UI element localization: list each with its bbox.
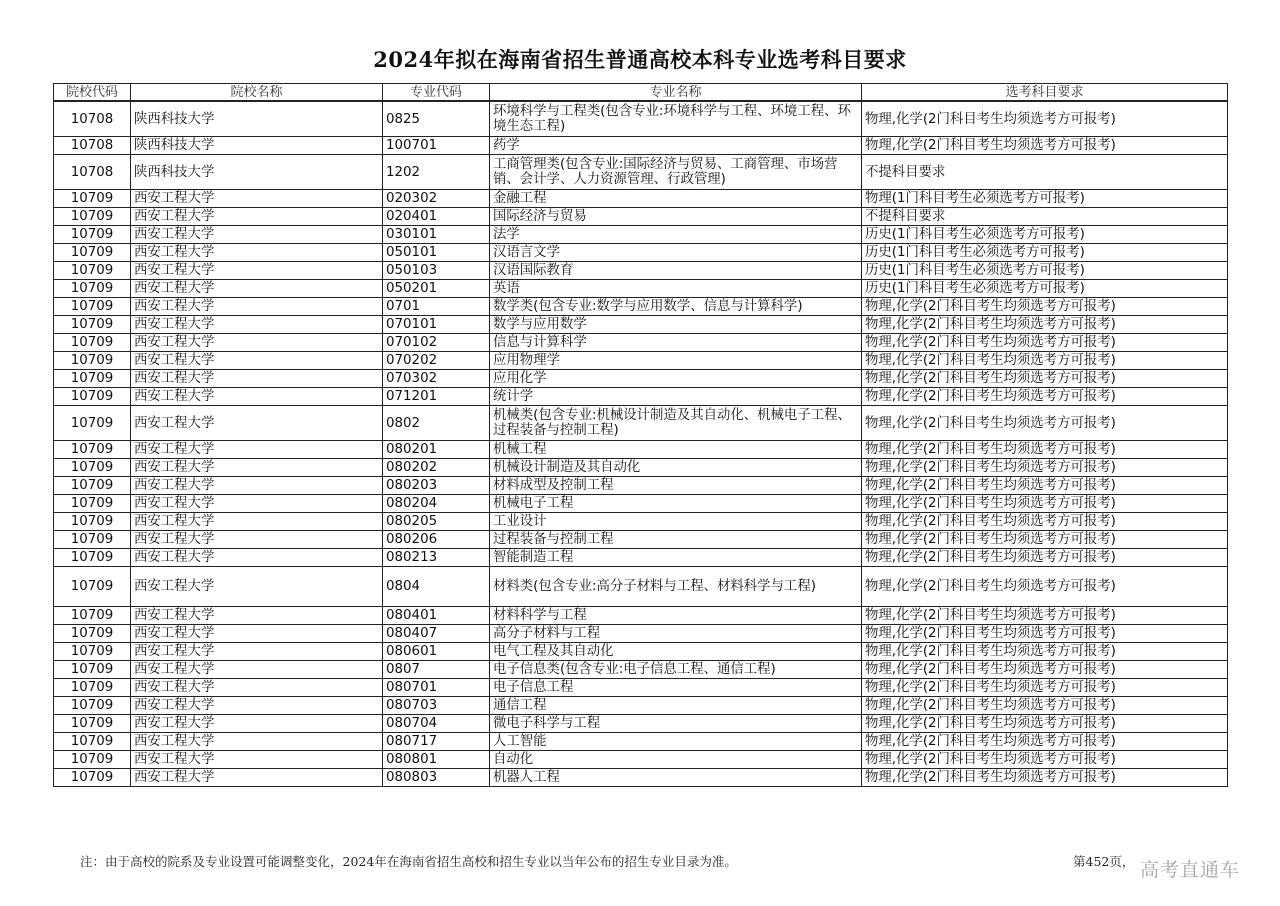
major-name-cell: 通信工程 — [490, 697, 862, 715]
school-name-cell: 西安工程大学 — [131, 477, 383, 495]
school-code-cell: 10709 — [54, 495, 131, 513]
school-name-cell: 西安工程大学 — [131, 643, 383, 661]
table-row — [54, 715, 1228, 733]
table-row — [54, 513, 1228, 531]
major-code-cell: 080601 — [383, 643, 490, 661]
major-name-cell: 电气工程及其自动化 — [490, 643, 862, 661]
school-code-cell: 10709 — [54, 334, 131, 352]
school-name-cell: 西安工程大学 — [131, 316, 383, 334]
school-code-cell: 10709 — [54, 625, 131, 643]
major-code-cell: 0804 — [383, 567, 490, 607]
subject-requirement-cell: 物理,化学(2门科目考生均须选考方可报考) — [862, 643, 1228, 661]
subject-requirement-cell: 物理,化学(2门科目考生均须选考方可报考) — [862, 388, 1228, 406]
school-name-cell: 陕西科技大学 — [131, 137, 383, 155]
table-row — [54, 370, 1228, 388]
school-name-cell: 西安工程大学 — [131, 388, 383, 406]
major-name-cell: 材料成型及控制工程 — [490, 477, 862, 495]
major-name-cell: 机械工程 — [490, 441, 862, 459]
major-code-cell: 080407 — [383, 625, 490, 643]
subject-requirement-cell: 物理,化学(2门科目考生均须选考方可报考) — [862, 316, 1228, 334]
major-name-cell: 统计学 — [490, 388, 862, 406]
major-code-cell: 080704 — [383, 715, 490, 733]
major-name-cell: 自动化 — [490, 751, 862, 769]
major-code-cell: 080703 — [383, 697, 490, 715]
school-name-cell: 西安工程大学 — [131, 625, 383, 643]
school-name-cell: 西安工程大学 — [131, 715, 383, 733]
subject-requirement-cell: 物理,化学(2门科目考生均须选考方可报考) — [862, 101, 1228, 137]
subject-requirement-cell: 历史(1门科目考生必须选考方可报考) — [862, 244, 1228, 262]
table-row — [54, 697, 1228, 715]
school-code-cell: 10709 — [54, 244, 131, 262]
school-name-cell: 西安工程大学 — [131, 733, 383, 751]
subject-requirement-cell: 物理,化学(2门科目考生均须选考方可报考) — [862, 441, 1228, 459]
table-row — [54, 137, 1228, 155]
major-name-cell: 电子信息工程 — [490, 679, 862, 697]
table-row — [54, 661, 1228, 679]
school-name-cell: 西安工程大学 — [131, 567, 383, 607]
subject-requirement-cell: 物理,化学(2门科目考生均须选考方可报考) — [862, 495, 1228, 513]
subject-requirement-cell: 物理,化学(2门科目考生均须选考方可报考) — [862, 769, 1228, 787]
school-code-cell: 10709 — [54, 280, 131, 298]
school-name-cell: 西安工程大学 — [131, 513, 383, 531]
major-code-cell: 030101 — [383, 226, 490, 244]
subject-requirement-cell: 物理,化学(2门科目考生均须选考方可报考) — [862, 298, 1228, 316]
subject-requirement-cell: 物理,化学(2门科目考生均须选考方可报考) — [862, 567, 1228, 607]
subject-requirement-cell: 历史(1门科目考生必须选考方可报考) — [862, 226, 1228, 244]
subject-requirement-cell: 物理,化学(2门科目考生均须选考方可报考) — [862, 751, 1228, 769]
school-code-cell: 10709 — [54, 697, 131, 715]
table-row — [54, 733, 1228, 751]
major-name-cell: 汉语国际教育 — [490, 262, 862, 280]
school-name-cell: 西安工程大学 — [131, 208, 383, 226]
subject-requirement-cell: 物理,化学(2门科目考生均须选考方可报考) — [862, 697, 1228, 715]
watermark: 高考直通车 — [1140, 859, 1241, 881]
subject-requirement-cell: 历史(1门科目考生必须选考方可报考) — [862, 280, 1228, 298]
major-code-cell: 1202 — [383, 155, 490, 190]
subject-requirement-cell: 物理,化学(2门科目考生均须选考方可报考) — [862, 531, 1228, 549]
table-row — [54, 549, 1228, 567]
major-code-cell: 070101 — [383, 316, 490, 334]
school-code-cell: 10709 — [54, 208, 131, 226]
major-name-cell: 机械设计制造及其自动化 — [490, 459, 862, 477]
subject-requirement-cell: 物理,化学(2门科目考生均须选考方可报考) — [862, 607, 1228, 625]
subject-requirement-cell: 物理,化学(2门科目考生均须选考方可报考) — [862, 625, 1228, 643]
major-name-cell: 应用物理学 — [490, 352, 862, 370]
school-code-cell: 10709 — [54, 388, 131, 406]
major-code-cell: 070202 — [383, 352, 490, 370]
major-code-cell: 020302 — [383, 190, 490, 208]
school-code-cell: 10709 — [54, 661, 131, 679]
major-name-cell: 国际经济与贸易 — [490, 208, 862, 226]
table-row — [54, 388, 1228, 406]
school-code-cell: 10709 — [54, 298, 131, 316]
subject-requirement-cell: 物理,化学(2门科目考生均须选考方可报考) — [862, 715, 1228, 733]
major-code-cell: 080213 — [383, 549, 490, 567]
school-name-cell: 西安工程大学 — [131, 406, 383, 441]
major-code-cell: 070102 — [383, 334, 490, 352]
school-code-cell: 10709 — [54, 226, 131, 244]
major-code-cell: 080801 — [383, 751, 490, 769]
major-code-cell: 050103 — [383, 262, 490, 280]
major-code-cell: 0701 — [383, 298, 490, 316]
school-code-cell: 10709 — [54, 352, 131, 370]
major-code-cell: 080201 — [383, 441, 490, 459]
school-code-cell: 10709 — [54, 477, 131, 495]
subject-requirement-cell: 物理(1门科目考生必须选考方可报考) — [862, 190, 1228, 208]
major-name-cell: 电子信息类(包含专业:电子信息工程、通信工程) — [490, 661, 862, 679]
school-name-cell: 西安工程大学 — [131, 697, 383, 715]
school-name-cell: 西安工程大学 — [131, 190, 383, 208]
table-row — [54, 769, 1228, 787]
major-code-cell: 080206 — [383, 531, 490, 549]
major-code-cell: 0802 — [383, 406, 490, 441]
school-code-cell: 10709 — [54, 607, 131, 625]
major-code-cell: 050201 — [383, 280, 490, 298]
table-row — [54, 441, 1228, 459]
header-school-name: 院校名称 — [131, 84, 383, 102]
subject-requirement-cell: 物理,化学(2门科目考生均须选考方可报考) — [862, 370, 1228, 388]
school-code-cell: 10709 — [54, 406, 131, 441]
table-body — [54, 101, 1228, 787]
school-code-cell: 10709 — [54, 441, 131, 459]
major-name-cell: 材料科学与工程 — [490, 607, 862, 625]
major-name-cell: 环境科学与工程类(包含专业:环境科学与工程、环境工程、环境生态工程) — [490, 101, 862, 137]
major-name-cell: 汉语言文学 — [490, 244, 862, 262]
school-code-cell: 10708 — [54, 155, 131, 190]
header-major-code: 专业代码 — [383, 84, 490, 102]
school-name-cell: 西安工程大学 — [131, 661, 383, 679]
school-name-cell: 西安工程大学 — [131, 298, 383, 316]
header-major-name: 专业名称 — [490, 84, 862, 102]
school-code-cell: 10709 — [54, 190, 131, 208]
subject-requirement-cell: 物理,化学(2门科目考生均须选考方可报考) — [862, 733, 1228, 751]
major-name-cell: 机械电子工程 — [490, 495, 862, 513]
major-name-cell: 信息与计算科学 — [490, 334, 862, 352]
school-name-cell: 西安工程大学 — [131, 679, 383, 697]
major-code-cell: 050101 — [383, 244, 490, 262]
major-name-cell: 机械类(包含专业:机械设计制造及其自动化、机械电子工程、过程装备与控制工程) — [490, 406, 862, 441]
school-name-cell: 陕西科技大学 — [131, 101, 383, 137]
school-code-cell: 10709 — [54, 679, 131, 697]
major-code-cell: 071201 — [383, 388, 490, 406]
major-name-cell: 英语 — [490, 280, 862, 298]
subject-requirement-cell: 物理,化学(2门科目考生均须选考方可报考) — [862, 679, 1228, 697]
major-name-cell: 工业设计 — [490, 513, 862, 531]
subject-requirement-cell: 物理,化学(2门科目考生均须选考方可报考) — [862, 459, 1228, 477]
school-name-cell: 西安工程大学 — [131, 280, 383, 298]
school-code-cell: 10709 — [54, 733, 131, 751]
major-code-cell: 020401 — [383, 208, 490, 226]
table-row — [54, 567, 1228, 607]
footer-note: 注：由于高校的院系及专业设置可能调整变化，2024年在海南省招生高校和招生专业以当年公布的招生专业目录为准。 — [80, 854, 737, 869]
school-code-cell: 10709 — [54, 262, 131, 280]
school-name-cell: 陕西科技大学 — [131, 155, 383, 190]
table-row — [54, 495, 1228, 513]
major-code-cell: 080202 — [383, 459, 490, 477]
subject-requirement-cell: 不提科目要求 — [862, 208, 1228, 226]
major-code-cell: 080701 — [383, 679, 490, 697]
major-code-cell: 080203 — [383, 477, 490, 495]
major-code-cell: 080205 — [383, 513, 490, 531]
major-code-cell: 080717 — [383, 733, 490, 751]
table-row — [54, 406, 1228, 441]
major-name-cell: 微电子科学与工程 — [490, 715, 862, 733]
school-code-cell: 10709 — [54, 316, 131, 334]
table-row — [54, 298, 1228, 316]
school-code-cell: 10709 — [54, 567, 131, 607]
major-name-cell: 应用化学 — [490, 370, 862, 388]
table-row — [54, 607, 1228, 625]
major-name-cell: 工商管理类(包含专业:国际经济与贸易、工商管理、市场营销、会计学、人力资源管理、行政管理) — [490, 155, 862, 190]
school-name-cell: 西安工程大学 — [131, 334, 383, 352]
school-name-cell: 西安工程大学 — [131, 370, 383, 388]
table-row — [54, 101, 1228, 137]
table-row — [54, 679, 1228, 697]
school-code-cell: 10708 — [54, 101, 131, 137]
major-name-cell: 人工智能 — [490, 733, 862, 751]
major-name-cell: 法学 — [490, 226, 862, 244]
table-row — [54, 208, 1228, 226]
subject-requirement-cell: 物理,化学(2门科目考生均须选考方可报考) — [862, 549, 1228, 567]
school-name-cell: 西安工程大学 — [131, 352, 383, 370]
major-name-cell: 数学类(包含专业:数学与应用数学、信息与计算科学) — [490, 298, 862, 316]
school-name-cell: 西安工程大学 — [131, 244, 383, 262]
major-name-cell: 材料类(包含专业:高分子材料与工程、材料科学与工程) — [490, 567, 862, 607]
table-row — [54, 262, 1228, 280]
school-code-cell: 10709 — [54, 370, 131, 388]
major-name-cell: 智能制造工程 — [490, 549, 862, 567]
school-code-cell: 10709 — [54, 459, 131, 477]
school-name-cell: 西安工程大学 — [131, 226, 383, 244]
table-row — [54, 643, 1228, 661]
school-code-cell: 10709 — [54, 513, 131, 531]
table-header-row — [54, 84, 1228, 102]
school-name-cell: 西安工程大学 — [131, 549, 383, 567]
school-name-cell: 西安工程大学 — [131, 607, 383, 625]
school-code-cell: 10709 — [54, 751, 131, 769]
major-code-cell: 100701 — [383, 137, 490, 155]
header-subject-requirement: 选考科目要求 — [862, 84, 1228, 102]
major-name-cell: 过程装备与控制工程 — [490, 531, 862, 549]
subject-requirement-cell: 物理,化学(2门科目考生均须选考方可报考) — [862, 352, 1228, 370]
table-row — [54, 316, 1228, 334]
school-code-cell: 10709 — [54, 531, 131, 549]
major-code-cell: 080401 — [383, 607, 490, 625]
school-code-cell: 10709 — [54, 715, 131, 733]
subject-requirement-cell: 历史(1门科目考生必须选考方可报考) — [862, 262, 1228, 280]
school-name-cell: 西安工程大学 — [131, 751, 383, 769]
major-code-cell: 080803 — [383, 769, 490, 787]
major-name-cell: 金融工程 — [490, 190, 862, 208]
subject-requirement-cell: 不提科目要求 — [862, 155, 1228, 190]
table-row — [54, 334, 1228, 352]
table-row — [54, 751, 1228, 769]
table-row — [54, 625, 1228, 643]
subject-requirement-cell: 物理,化学(2门科目考生均须选考方可报考) — [862, 137, 1228, 155]
subject-requirement-cell: 物理,化学(2门科目考生均须选考方可报考) — [862, 477, 1228, 495]
table-row — [54, 155, 1228, 190]
table-row — [54, 477, 1228, 495]
school-name-cell: 西安工程大学 — [131, 262, 383, 280]
table-row — [54, 244, 1228, 262]
major-name-cell: 药学 — [490, 137, 862, 155]
school-name-cell: 西安工程大学 — [131, 459, 383, 477]
school-code-cell: 10709 — [54, 643, 131, 661]
table-row — [54, 226, 1228, 244]
major-code-cell: 080204 — [383, 495, 490, 513]
major-code-cell: 070302 — [383, 370, 490, 388]
table-row — [54, 352, 1228, 370]
school-name-cell: 西安工程大学 — [131, 531, 383, 549]
school-code-cell: 10709 — [54, 769, 131, 787]
requirements-table — [53, 83, 1228, 787]
school-code-cell: 10709 — [54, 549, 131, 567]
major-name-cell: 数学与应用数学 — [490, 316, 862, 334]
subject-requirement-cell: 物理,化学(2门科目考生均须选考方可报考) — [862, 661, 1228, 679]
major-name-cell: 机器人工程 — [490, 769, 862, 787]
page-number: 第452页， — [1073, 854, 1135, 869]
school-name-cell: 西安工程大学 — [131, 441, 383, 459]
school-name-cell: 西安工程大学 — [131, 495, 383, 513]
table-row — [54, 190, 1228, 208]
table-row — [54, 531, 1228, 549]
subject-requirement-cell: 物理,化学(2门科目考生均须选考方可报考) — [862, 513, 1228, 531]
school-name-cell: 西安工程大学 — [131, 769, 383, 787]
subject-requirement-cell: 物理,化学(2门科目考生均须选考方可报考) — [862, 334, 1228, 352]
table-row — [54, 459, 1228, 477]
header-school-code: 院校代码 — [54, 84, 131, 102]
major-name-cell: 高分子材料与工程 — [490, 625, 862, 643]
document-title: 2024年拟在海南省招生普通高校本科专业选考科目要求 — [373, 47, 907, 72]
school-code-cell: 10708 — [54, 137, 131, 155]
subject-requirement-cell: 物理,化学(2门科目考生均须选考方可报考) — [862, 406, 1228, 441]
major-code-cell: 0825 — [383, 101, 490, 137]
major-code-cell: 0807 — [383, 661, 490, 679]
table-row — [54, 280, 1228, 298]
